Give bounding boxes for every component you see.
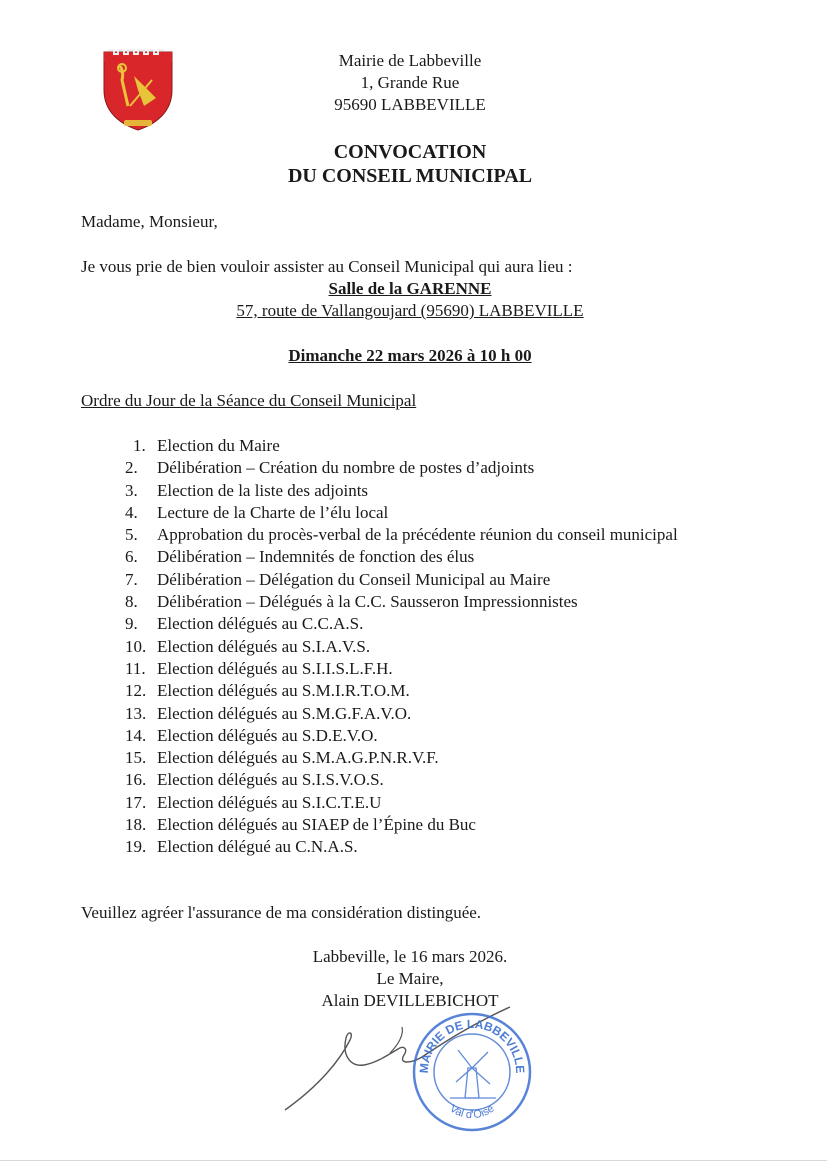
venue-name: Salle de la GARENNE <box>328 279 492 298</box>
signature-block <box>240 946 580 1012</box>
agenda-item-text: Election délégués au S.I.I.S.L.F.H. <box>157 658 393 678</box>
agenda-item-number: 12. <box>125 681 147 701</box>
agenda-item <box>125 747 725 769</box>
svg-text:MAIRIE DE LABBEVILLE <box>417 1017 527 1074</box>
stamp-top-text: MAIRIE DE LABBEVILLE <box>416 1016 528 1074</box>
agenda-item-text: Election du Maire <box>157 436 280 455</box>
agenda-item-number: 1. <box>133 436 146 455</box>
coat-of-arms-logo <box>100 46 176 132</box>
agenda-item <box>125 457 725 479</box>
agenda-item <box>125 569 725 591</box>
agenda-item <box>125 636 725 658</box>
agenda-item <box>125 680 725 702</box>
greeting: Madame, Monsieur, <box>81 212 218 231</box>
agenda-item <box>125 480 725 502</box>
agenda-item-text: Election délégués au S.I.A.V.S. <box>157 636 371 656</box>
agenda-item <box>125 591 725 613</box>
agenda-item <box>125 703 725 725</box>
agenda-item-text: Approbation du procès-verbal de la précédente réunion du conseil municipal <box>157 525 678 545</box>
agenda-item-text: Election délégués au S.I.C.T.E.U <box>157 792 382 812</box>
agenda-item-text: Election délégués au S.M.A.G.P.N.R.V.F. <box>157 748 439 768</box>
agenda-item-number: 14. <box>125 725 147 745</box>
agenda-item <box>125 792 725 814</box>
agenda-item-number: 2. <box>125 458 138 478</box>
agenda-item-number: 13. <box>125 703 147 723</box>
agenda-item-number: 15. <box>125 748 147 768</box>
agenda-item-text: Délibération – Délégués à la C.C. Sausseron Impressionnistes <box>157 592 578 612</box>
agenda-item-text: Délibération – Délégation du Conseil Municipal au Maire <box>157 569 551 589</box>
agenda-list <box>125 435 725 859</box>
agenda-item-number: 11. <box>125 658 146 678</box>
agenda-item <box>125 725 725 747</box>
agenda-item-number: 3. <box>125 480 138 500</box>
agenda-item-number: 16. <box>125 770 147 790</box>
agenda-item-number: 18. <box>125 815 147 835</box>
venue-address: 57, route de Vallangoujard (95690) LABBEVILLE <box>236 301 584 320</box>
mairie-stamp <box>410 1010 535 1135</box>
windmill-icon <box>450 1050 496 1098</box>
agenda-item <box>125 814 725 836</box>
signature-role: Le Maire, <box>376 969 444 988</box>
agenda-item <box>125 524 725 546</box>
agenda-item-number: 10. <box>125 636 147 656</box>
agenda-item-number: 7. <box>125 569 138 589</box>
agenda-item <box>125 769 725 791</box>
title-line-2: DU CONSEIL MUNICIPAL <box>287 165 533 187</box>
agenda-item-number: 5. <box>125 525 138 545</box>
agenda-item-text: Election délégués au S.M.I.R.T.O.M. <box>157 681 410 701</box>
agenda-item <box>125 502 725 524</box>
agenda-item <box>125 435 725 457</box>
agenda-item-text: Election délégués au S.D.E.V.O. <box>157 725 378 745</box>
meeting-date: Dimanche 22 mars 2026 à 10 h 00 <box>288 346 532 365</box>
agenda-item <box>125 658 725 680</box>
page-bottom-edge <box>0 1160 827 1161</box>
stamp-bottom-text: Val d'Oise <box>447 1102 497 1122</box>
signature-place-date: Labbeville, le 16 mars 2026. <box>312 947 508 966</box>
mairie-street: 1, Grande Rue <box>360 73 460 92</box>
closing-formula: Veuillez agréer l'assurance de ma considération distinguée. <box>81 903 482 922</box>
mairie-city: 95690 LABBEVILLE <box>334 95 486 114</box>
agenda-item-text: Election délégués au C.C.A.S. <box>157 614 364 634</box>
agenda-item-number: 19. <box>125 837 147 857</box>
agenda-item-text: Election délégué au C.N.A.S. <box>157 837 358 857</box>
agenda-item-text: Election délégués au S.M.G.F.A.V.O. <box>157 703 412 723</box>
agenda-item-number: 17. <box>125 792 147 812</box>
agenda-item-text: Election de la liste des adjoints <box>157 480 369 500</box>
agenda-item-number: 8. <box>125 592 138 612</box>
agenda-title: Ordre du Jour de la Séance du Conseil Municipal <box>81 391 417 410</box>
mairie-name: Mairie de Labbeville <box>338 51 482 70</box>
agenda-item-text: Délibération – Création du nombre de postes d’adjoints <box>157 458 535 478</box>
agenda-item-number: 6. <box>125 547 138 567</box>
agenda-item-text: Délibération – Indemnités de fonction des élus <box>157 547 475 567</box>
agenda-item-number: 9. <box>125 614 138 634</box>
agenda-item <box>125 613 725 635</box>
agenda-item-text: Election délégués au SIAEP de l’Épine du Buc <box>157 815 476 835</box>
agenda-item-text: Election délégués au S.I.S.V.O.S. <box>157 770 384 790</box>
agenda-item <box>125 836 725 858</box>
agenda-item <box>125 546 725 568</box>
intro-text: Je vous prie de bien vouloir assister au Conseil Municipal qui aura lieu : <box>81 257 573 276</box>
mairie-address <box>250 50 570 116</box>
agenda-item-number: 4. <box>125 502 138 522</box>
svg-text:Val d'Oise <box>447 1103 496 1122</box>
signature-name: Alain DEVILLEBICHOT <box>321 991 499 1010</box>
title-line-1: CONVOCATION <box>333 141 487 163</box>
page-title <box>150 140 670 188</box>
agenda-item-text: Lecture de la Charte de l’élu local <box>157 502 389 522</box>
